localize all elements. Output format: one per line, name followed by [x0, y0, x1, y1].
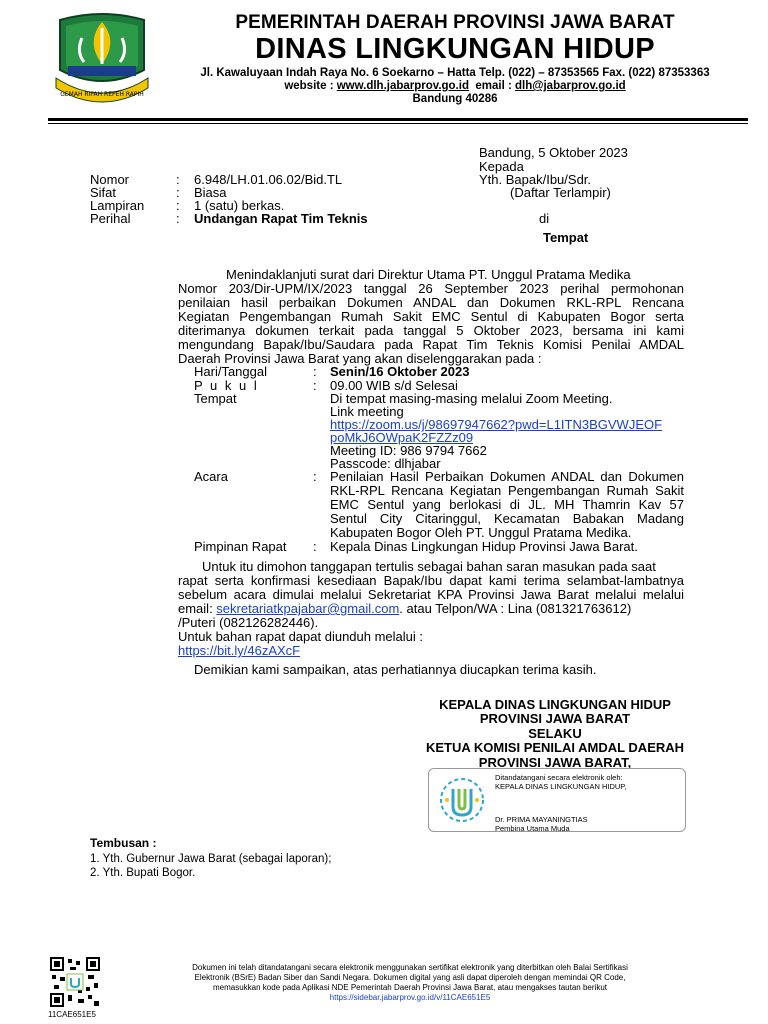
lampiran-value: 1 (satu) berkas. — [194, 198, 285, 213]
signatory-title — [390, 698, 720, 770]
paragraph-line: diterimanya dokumen terkait pada tanggal 5 Oktober 2023, bersama ini kami — [178, 323, 684, 338]
signed-note: Ditandatangani secara elektronik oleh: — [495, 773, 623, 782]
acara-line: RKL-RPL Rencana Kegiatan Pengembangan Rumah Sakit — [330, 483, 684, 498]
header-rule-thick — [48, 118, 748, 121]
colon: : — [313, 378, 317, 393]
nomor-value: 6.948/LH.01.06.02/Bid.TL — [194, 172, 343, 187]
verification-qr-code[interactable] — [48, 955, 102, 1009]
email-line — [178, 602, 684, 616]
paragraph-line: /Puteri (082126282446). — [178, 615, 319, 630]
response-paragraph — [178, 560, 684, 658]
header-rule-thin — [48, 123, 748, 124]
colon: : — [313, 469, 317, 484]
paragraph-line: penilaian hasil perbaikan Dokumen ANDAL dan Dokumen RKL-RPL Rencana — [178, 295, 684, 310]
footer-disclaimer — [130, 963, 690, 1003]
website-label: website : — [284, 80, 337, 92]
secretariat-email-link[interactable]: sekretariatkpajabar@gmail.com — [216, 601, 400, 616]
signatory-line: PROVINSI JAWA BARAT, — [478, 754, 632, 770]
letter-date: Bandung, 5 Oktober 2023 — [479, 145, 628, 160]
header-city: Bandung 40286 — [412, 93, 498, 105]
header-address: Jl. Kawaluyaan Indah Raya No. 6 Soekarno – Hatta Telp. (022) – 87353565 Fax. (022) 87353363 — [200, 67, 710, 79]
download-note: Untuk bahan rapat dapat diunduh melalui : — [178, 629, 424, 644]
zoom-link-continued[interactable]: poMkJ6OWpaK2FZZz09 — [330, 430, 474, 445]
footer-line: Elektronik (BSrE) Badan Siber dan Sandi Negara. Dokumen digital yang asli dapat diperoleh dengan memindai QR Code, — [194, 973, 626, 982]
paragraph-line: Nomor 203/Dir-UPM/IX/2023 tanggal 26 September 2023 perihal permohonan — [178, 281, 684, 296]
header-agency: DINAS LINGKUNGAN HIDUP — [255, 33, 655, 65]
intro-paragraph — [178, 268, 684, 366]
signed-role: KEPALA DINAS LINGKUNGAN HIDUP, — [495, 782, 627, 791]
email-prefix: email: — [178, 601, 217, 616]
footer-line: Dokumen ini telah ditandatangani secara elektronik menggunakan sertifikat elektronik yang diterbitkan oleh Balai Sertifikasi — [192, 963, 628, 972]
signatory-line: KETUA KOMISI PENILAI AMDAL DAERAH — [425, 740, 685, 756]
paragraph-line: mengundang Bapak/Ibu/Saudara pada Rapat Tim Teknis Komisi Penilai AMDAL — [178, 337, 684, 352]
acara-label: Acara — [194, 469, 228, 484]
verification-link[interactable]: https://sidebar.jabarprov.go.id/v/11CAE651E5 — [329, 993, 491, 1002]
perihal-value: Undangan Rapat Tim Teknis — [194, 211, 368, 226]
paragraph-line: Menindaklanjuti surat dari Direktur Utama PT. Unggul Pratama Medika — [226, 267, 631, 282]
paragraph-line: Daerah Provinsi Jawa Barat yang akan diselenggarakan pada : — [178, 351, 542, 366]
logo-motto: GEMAH RIPAH REPEH RAPIH — [60, 91, 144, 98]
tembusan-title: Tembusan : — [90, 836, 157, 850]
signer-name: Dr. PRIMA MAYANINGTIAS — [495, 815, 588, 824]
paragraph-line: Kegiatan Pengembangan Rumah Sakit EMC Sentul di Kabupaten Bogor serta — [178, 309, 684, 324]
acara-value — [330, 470, 684, 540]
meeting-id: Meeting ID: 986 9794 7662 — [330, 443, 487, 458]
paragraph-line: rapat serta konfirmasi kesediaan Bapak/Ibu dapat kami terima selambat-lambatnya — [178, 573, 684, 588]
electronic-signature-box — [428, 768, 686, 832]
header-address-block — [160, 67, 750, 106]
header-government: PEMERINTAH DAERAH PROVINSI JAWA BARAT — [235, 12, 675, 33]
passcode: Passcode: dlhjabar — [330, 456, 441, 471]
download-link[interactable]: https://bit.ly/46zAXcF — [178, 643, 301, 658]
tempat-label: Tempat — [194, 391, 237, 406]
kepada-label: Kepada — [479, 159, 524, 174]
pimpinan-value: Kepala Dinas Lingkungan Hidup Provinsi Jawa Barat. — [330, 539, 638, 554]
pukul-label: P u k u l — [194, 378, 259, 393]
sifat-label: Sifat — [90, 185, 117, 200]
acara-line: EMC Sentul yang berlokasi di JL. MH Thamrin Kav 57 — [330, 497, 684, 512]
website-link[interactable]: www.dlh.jabarprov.go.id — [336, 80, 469, 92]
recipient: Yth. Bapak/Ibu/Sdr. — [479, 172, 592, 187]
list-item: 1. Yth. Gubernur Jawa Barat (sebagai laporan); — [90, 853, 332, 865]
perihal-label: Perihal — [90, 211, 131, 226]
closing-sentence: Demikian kami sampaikan, atas perhatiannya diucapkan terima kasih. — [194, 662, 597, 677]
di-label: di — [539, 211, 550, 226]
acara-line: Sentul City Citaringgul, Kecamatan Babakan Madang — [330, 511, 684, 526]
tempat-line: Link meeting — [330, 404, 404, 419]
sifat-value: Biasa — [194, 185, 227, 200]
provincial-emblem — [46, 8, 158, 116]
colon: : — [176, 198, 180, 213]
tembusan-list — [90, 852, 331, 880]
lampiran-label: Lampiran — [90, 198, 145, 213]
pukul-value: 09.00 WIB s/d Selesai — [330, 378, 458, 393]
paragraph-line: Untuk itu dimohon tanggapan tertulis sebagai bahan saran masukan pada saat — [202, 559, 656, 574]
acara-line: Penilaian Hasil Perbaikan Dokumen ANDAL dan Dokumen — [330, 469, 684, 484]
pimpinan-label: Pimpinan Rapat — [194, 539, 287, 554]
tempat-line: Di tempat masing-masing melalui Zoom Meeting. — [330, 391, 613, 406]
hari-value: Senin/16 Oktober 2023 — [330, 364, 470, 379]
signer-rank: Pembina Utama Muda — [495, 824, 570, 833]
footer-line: memasukkan kode pada Aplikasi NDE Pemerintah Daerah Provinsi Jawa Barat, atau mengakses tautan berikut — [213, 983, 607, 992]
colon: : — [313, 539, 317, 554]
colon: : — [176, 172, 180, 187]
recipient-list-note: (Daftar Terlampir) — [510, 185, 611, 200]
bsre-seal-icon — [437, 775, 487, 825]
email-suffix: . atau Telpon/WA : Lina (081321763612) — [399, 601, 632, 616]
acara-line: Kabupaten Bogor Oleh PT. Unggul Pratama Medika. — [330, 525, 632, 540]
email-link[interactable]: dlh@jabarprov.go.id — [515, 80, 626, 92]
paragraph-line: sebelum acara dimulai melalui Sekretariat KPA Provinsi Jawa Barat melalui melalui — [178, 587, 684, 602]
colon: : — [176, 185, 180, 200]
hari-label: Hari/Tanggal — [194, 364, 267, 379]
zoom-link[interactable]: https://zoom.us/j/98697947662?pwd=L1ITN3BGVWJEOF — [330, 417, 663, 432]
nomor-label: Nomor — [90, 172, 130, 187]
tempat-heading: Tempat — [543, 230, 589, 245]
colon: : — [313, 364, 317, 379]
signatory-line: SELAKU — [528, 725, 582, 741]
qr-code-id: 11CAE651E5 — [48, 1010, 96, 1019]
list-item: 2. Yth. Bupati Bogor. — [90, 867, 196, 879]
email-label: email : — [475, 80, 516, 92]
colon: : — [176, 211, 180, 226]
header-contact — [160, 80, 750, 93]
signatory-line: PROVINSI JAWA BARAT — [479, 711, 631, 727]
signatory-line: KEPALA DINAS LINGKUNGAN HIDUP — [439, 697, 671, 712]
